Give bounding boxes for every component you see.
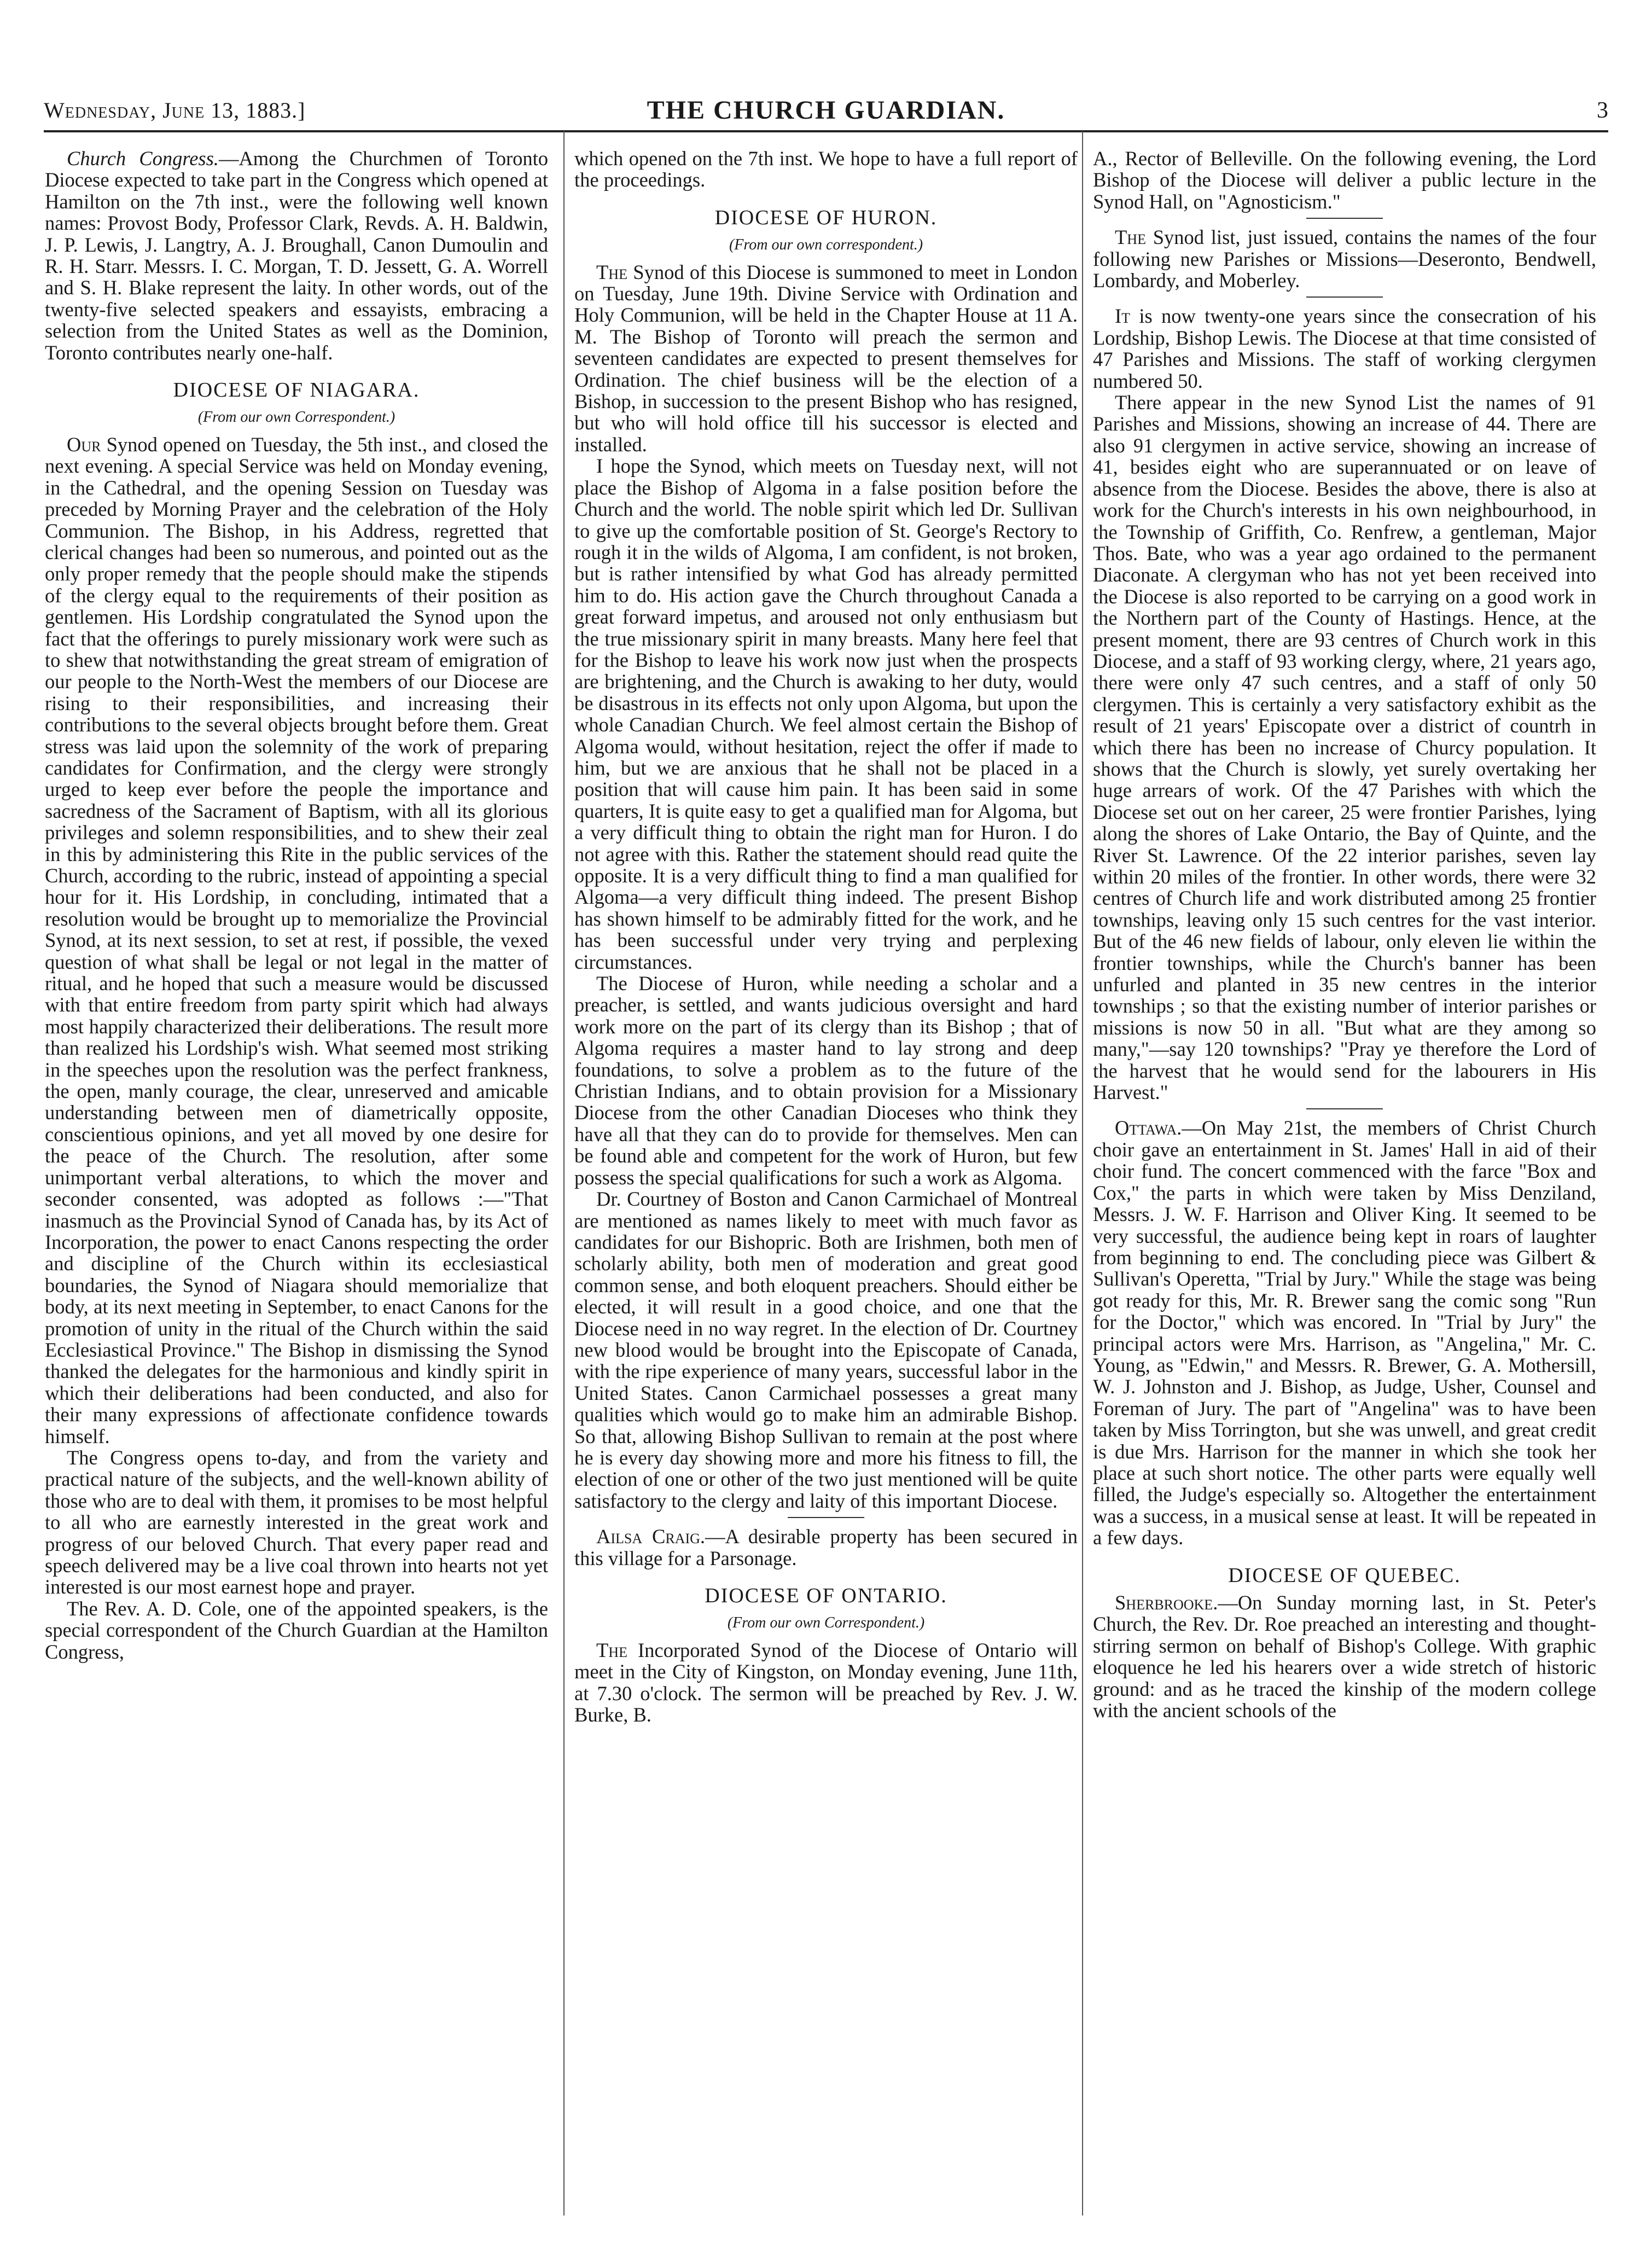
article-text: Synod of this Diocese is summoned to meet in London on Tuesday, June 19th. Divine Service with Ordination and Holy Communion, will be held in the Chapter House at 11 A. M. The Bishop of Toronto will preach the sermon and seventeen candidates are expected to present themselves for Ordination. The chief business will be the election of a Bishop, in succession to the present Bishop who has resigned, but who will hold office till his successor is elected and installed. [574, 260, 1078, 456]
separator-rule [788, 1517, 864, 1518]
column-2 [574, 148, 1078, 2216]
article-text: —On May 21st, the members of Christ Church choir gave an entertainment in St. James' Hall in aid of their choir fund. The concert commenced with the farce "Box and Cox," the parts in which were taken by Miss Denziland, Messrs. J. W. F. Harrison and Oliver King. It seemed to be very successful, the audience being kept in roars of laughter from beginning to end. The concluding piece was Gilbert & Sullivan's Operetta, "Trial by Jury." While the stage was being got ready for this, Mr. R. Brewer sang the comic song "Run for the Doctor," which was encored. In "Trial by Jury" the principal actors were Mrs. Harrison, as "Angelina," Mr. C. Young, as "Edwin," and Messrs. R. Brewer, G. A. Mothersill, W. J. Johnston and J. Bishop, as Judge, Usher, Counsel and Foreman of Jury. The part of "Angelina" was to have been taken by Miss Torrington, but she was unwell, and great credit is due Mrs. Harrison for the manner in which she took her place at such short notice. The other parts were equally well filled, the Judge's especially so. Altogether the entertainment was a success, in a musical sense at least. It will be repeated in a few days. [1093, 1117, 1596, 1549]
issue-date: Wednesday, June 13, 1883.] [44, 98, 306, 123]
article-text: Incorporated Synod of the Diocese of Ontario will meet in the City of Kingston, on Monday evening, June 11th, at 7.30 o'clock. The sermon will be preached by Rev. J. W. Burke, B. [574, 1638, 1078, 1726]
article-paragraph: I hope the Synod, which meets on Tuesday next, will not place the Bishop of Algoma in a false position before the Church and the world. The noble spirit which led Dr. Sullivan to give up the comfortable position of St. George's Rectory to rough it in the wilds of Algoma, I am confident, is not broken, but is rather intensified by what God has already permitted him to do. His action gave the Church throughout Canada a great forward impetus, and aroused not only enthusiasm but the true missionary spirit in many breasts. Many here feel that for the Bishop to leave his work now just when the prospects are brightening, and the Church is awaking to her duty, would be disastrous in its effects not only upon Algoma, but upon the whole Canadian Church. We feel almost certain the Bishop of Algoma would, without hesitation, reject the offer if made to him, but we are anxious that he shall not be placed in a position that will cause him pain. It has been said in some quarters, It is quite easy to get a qualified man for Algoma, but a very difficult thing to obtain the right man for Huron. I do not agree with this. Rather the statement should read quite the opposite. It is a very difficult thing to find a man qualified for Algoma—a very difficult thing indeed. The present Bishop has shown himself to be admirably fitted for the work, and he has been successful under very trying and perplexing circumstances. [574, 455, 1078, 973]
article-paragraph: A., Rector of Belleville. On the following evening, the Lord Bishop of the Diocese will deliver a public lecture in the Synod Hall, on "Agnosticism." [1093, 148, 1596, 213]
run-in-heading: Ottawa. [1115, 1117, 1182, 1139]
article-text: Synod list, just issued, contains the names of the four following new Parishes or Missions—Deseronto, Bendwell, Lombardy, and Moberley. [1093, 226, 1596, 292]
article-paragraph: which opened on the 7th inst. We hope to have a full report of the proceedings. [574, 148, 1078, 191]
news-item [574, 1526, 1078, 1569]
article-paragraph [45, 434, 548, 1447]
article-paragraph [574, 261, 1078, 456]
column-3 [1093, 148, 1596, 2216]
news-item [1093, 1117, 1596, 1548]
masthead [44, 97, 1608, 132]
lead-word: The [1115, 226, 1146, 249]
article-text: —On Sunday morning last, in St. Peter's Church, the Rev. Dr. Roe preached an interesting and thought-stirring sermon on behalf of Bishop's College. With graphic eloquence he led his hearers over a wide stretch of historic ground: and as he traced the kinship of the modern college with the ancient schools of the [1093, 1591, 1596, 1722]
lead-word: The [596, 260, 627, 283]
section-subheading: (From our own Correspondent.) [727, 1614, 925, 1632]
section-heading: DIOCESE OF QUEBEC. [1228, 1563, 1461, 1587]
lead-word: The [596, 1638, 627, 1661]
article-paragraph: The Diocese of Huron, while needing a scholar and a preacher, is settled, and wants judicious oversight and hard work more on the part of its clergy than its Bishop ; that of Algoma requires a master hand to lay strong and deep foundations, to solve a problem as to the future of the Christian Indians, and to obtain provision for a Missionary Diocese from the other Canadian Dioceses who think they have all that they can do to provide for themselves. Men can be found able and competent for the work of Huron, but few possess the special qualifications for such a work as Algoma. [574, 972, 1078, 1189]
separator-rule [1306, 218, 1383, 219]
column-1 [45, 148, 548, 2216]
column-rule [1082, 131, 1083, 2216]
section-heading: DIOCESE OF ONTARIO. [705, 1584, 947, 1607]
article-text: Synod opened on Tuesday, the 5th inst., and closed the next evening. A special Service was held on Monday evening, in the Cathedral, and the opening Session on Tuesday was preceded by Morning Prayer and the celebration of the Holy Communion. The Bishop, in his Address, regretted that clerical changes had been so numerous, and pointed out as the only proper remedy that the people should make the stipends of the clergy equal to the requirements of their position as gentlemen. His Lordship congratulated the Synod upon the fact that the offerings to purely missionary work were such as to shew that notwithstanding the great stream of emigration of our people to the North-West the members of our Diocese are rising to their responsibilities, and increasing their contributions to the several objects brought before them. Great stress was laid upon the solemnity of the work of preparing candidates for Confirmation, and the clergy were strongly urged to keep ever before the people the importance and sacredness of the Sacrament of Baptism, with all its glorious privileges and solemn responsibilities, and to shew their zeal in this by administering this Rite in the public services of the Church, according to the rubric, instead of appointing a special hour for it. His Lordship, in concluding, intimated that a resolution would be brought up to memorialize the Provincial Synod, at its next session, to set at rest, if possible, the vexed question of what shall be legal or not legal in the matter of ritual, and he hoped that such a measure would be discussed with that entire freedom from party spirit which had always most happily characterized their deliberations. The result more than realized his Lordship's wish. What seemed most striking in the speeches upon the resolution was the perfect frankness, the open, manly courage, the clear, unreserved and amicable understanding between men of diametrically opposite, conscientious opinions, and yet all moved by one desire for the peace of the Church. The resolution, after some unimportant verbal alterations, to which the mover and seconder consented, was adopted as follows :—"That inasmuch as the Provincial Synod of Canada has, by its Act of Incorporation, the power to enact Canons respecting the order and discipline of the Church within its ecclesiastical boundaries, the Synod of Niagara should memorialize that body, at its next meeting in September, to enact Canons for the promotion of unity in the ritual of the Church within the said Ecclesiastical Province." The Bishop in dismissing the Synod thanked the delegates for the harmonious and kindly spirit in which their deliberations had been conducted, and also for their many expressions of affectionate confidence towards himself. [45, 433, 548, 1447]
church-congress-article [45, 148, 548, 363]
article-text: —Among the Churchmen of Toronto Diocese expected to take part in the Congress which opened at Hamilton on the 7th inst., were the following well known names: Provost Body, Professor Clark, Revds. A. H. Baldwin, J. P. Lewis, J. Langtry, A. J. Broughall, Canon Dumoulin and R. H. Starr. Messrs. I. C. Morgan, T. D. Jessett, G. A. Worrell and S. H. Blake represent the laity. In other words, out of the twenty-five selected speakers and essayists, embracing a selection from the United States as well as the Dominion, Toronto contributes nearly one-half. [45, 148, 548, 364]
lead-word: It [1115, 305, 1131, 328]
article-text: —A desirable property has been secured in this village for a Parsonage. [574, 1525, 1078, 1569]
article-paragraph [1093, 305, 1596, 392]
article-paragraph: Dr. Courtney of Boston and Canon Carmichael of Montreal are mentioned as names likely to meet with much favor as candidates for our Bishopric. Both are Irishmen, both men of scholarly ability, both men of moderation and great good common sense, and both eloquent preachers. Should either be elected, it will result in a good choice, and one that the Diocese need in no way regret. In the election of Dr. Courtney new blood would be brought into the Episcopate of Canada, with the ripe experience of many years, successful labor in the United States. Canon Carmichael possesses a great many qualities which would go to make him an admirable Bishop. So that, allowing Bishop Sullivan to remain at the post where he is every day showing more and more his fitness to fill, the election of one or other of the two just mentioned will be quite satisfactory to the clergy and laity of this important Diocese. [574, 1188, 1078, 1512]
news-item [1093, 226, 1596, 291]
lead-word: Our [67, 433, 101, 456]
run-in-heading: Sherbrooke. [1115, 1591, 1218, 1614]
separator-rule [1306, 1108, 1383, 1109]
article-paragraph [574, 1639, 1078, 1726]
run-in-heading: Church Congress. [67, 148, 219, 170]
newspaper-title: THE CHURCH GUARDIAN. [647, 96, 1005, 125]
article-paragraph: There appear in the new Synod List the names of 91 Parishes and Missions, showing an increase of 44. There are also 91 clergymen in active service, showing an increase of 41, besides eight who are superannuated or on leave of absence from the Diocese. Besides the above, there is also at work for the Church's interests in his own neighbourhood, in the Township of Griffith, Co. Renfrew, a gentleman, Major Thos. Bate, who was a year ago ordained to the permanent Diaconate. A clergyman who has not yet been received into the Diocese is also reported to be carrying on a good work in the Northern part of the County of Hastings. Hence, at the present moment, there are 93 centres of Church work in this Diocese, and a staff of 93 working clergy, where, 21 years ago, there were only 47 such centres, and a staff of only 50 clergymen. This is certainly a very satisfactory exhibit as the result of 21 years' Episcopate over a district of countrh in which there has been no increase of Churcy population. It shows that the Church is slowly, yet surely overtaking her huge arrears of work. Of the 47 Parishes with which the Diocese set out on her career, 25 were frontier Parishes, lying along the shores of Lake Ontario, the Bay of Quinte, and the River St. Lawrence. Of the 22 interior parishes, seven lay within 20 miles of the frontier. In other words, there were 32 centres of Church life and work distributed among 25 frontier townships, leaving only 15 such centres for the vast interior. But of the 46 new fields of labour, only eleven lie within the frontier townships, while the Church's banner has been unfurled and planted in 35 new centres in the interior townships ; so that the existing number of interior parishes or missions is now 50 in all. "But what are they among so many,"—say 120 townships? "Pray ye therefore the Lord of the harvest that he would send for the labourers in His Harvest." [1093, 391, 1596, 1104]
separator-rule [1306, 296, 1383, 298]
section-subheading: (From our own Correspondent.) [197, 409, 395, 426]
column-rule [563, 131, 565, 2216]
article-paragraph: The Rev. A. D. Cole, one of the appointed speakers, is the special correspondent of the Church Guardian at the Hamilton Congress, [45, 1597, 548, 1663]
article-paragraph: The Congress opens to-day, and from the variety and practical nature of the subjects, and the well-known ability of those who are to deal with them, it promises to be most helpful to all who are earnestly interested in the great work and progress of our beloved Church. That every paper read and speech delivered may be a live coal thrown into hearts not yet interested is our most earnest hope and prayer. [45, 1446, 548, 1598]
news-item [1093, 1592, 1596, 1721]
page-number: 3 [1597, 98, 1608, 123]
section-subheading: (From our own correspondent.) [729, 236, 923, 254]
run-in-heading: Ailsa Craig. [596, 1525, 706, 1548]
article-text: is now twenty-one years since the consecration of his Lordship, Bishop Lewis. The Diocese at that time consisted of 47 Parishes and Missions. The staff of working clergymen numbered 50. [1093, 305, 1596, 392]
section-heading: DIOCESE OF NIAGARA. [173, 379, 420, 402]
section-heading: DIOCESE OF HURON. [714, 206, 938, 229]
